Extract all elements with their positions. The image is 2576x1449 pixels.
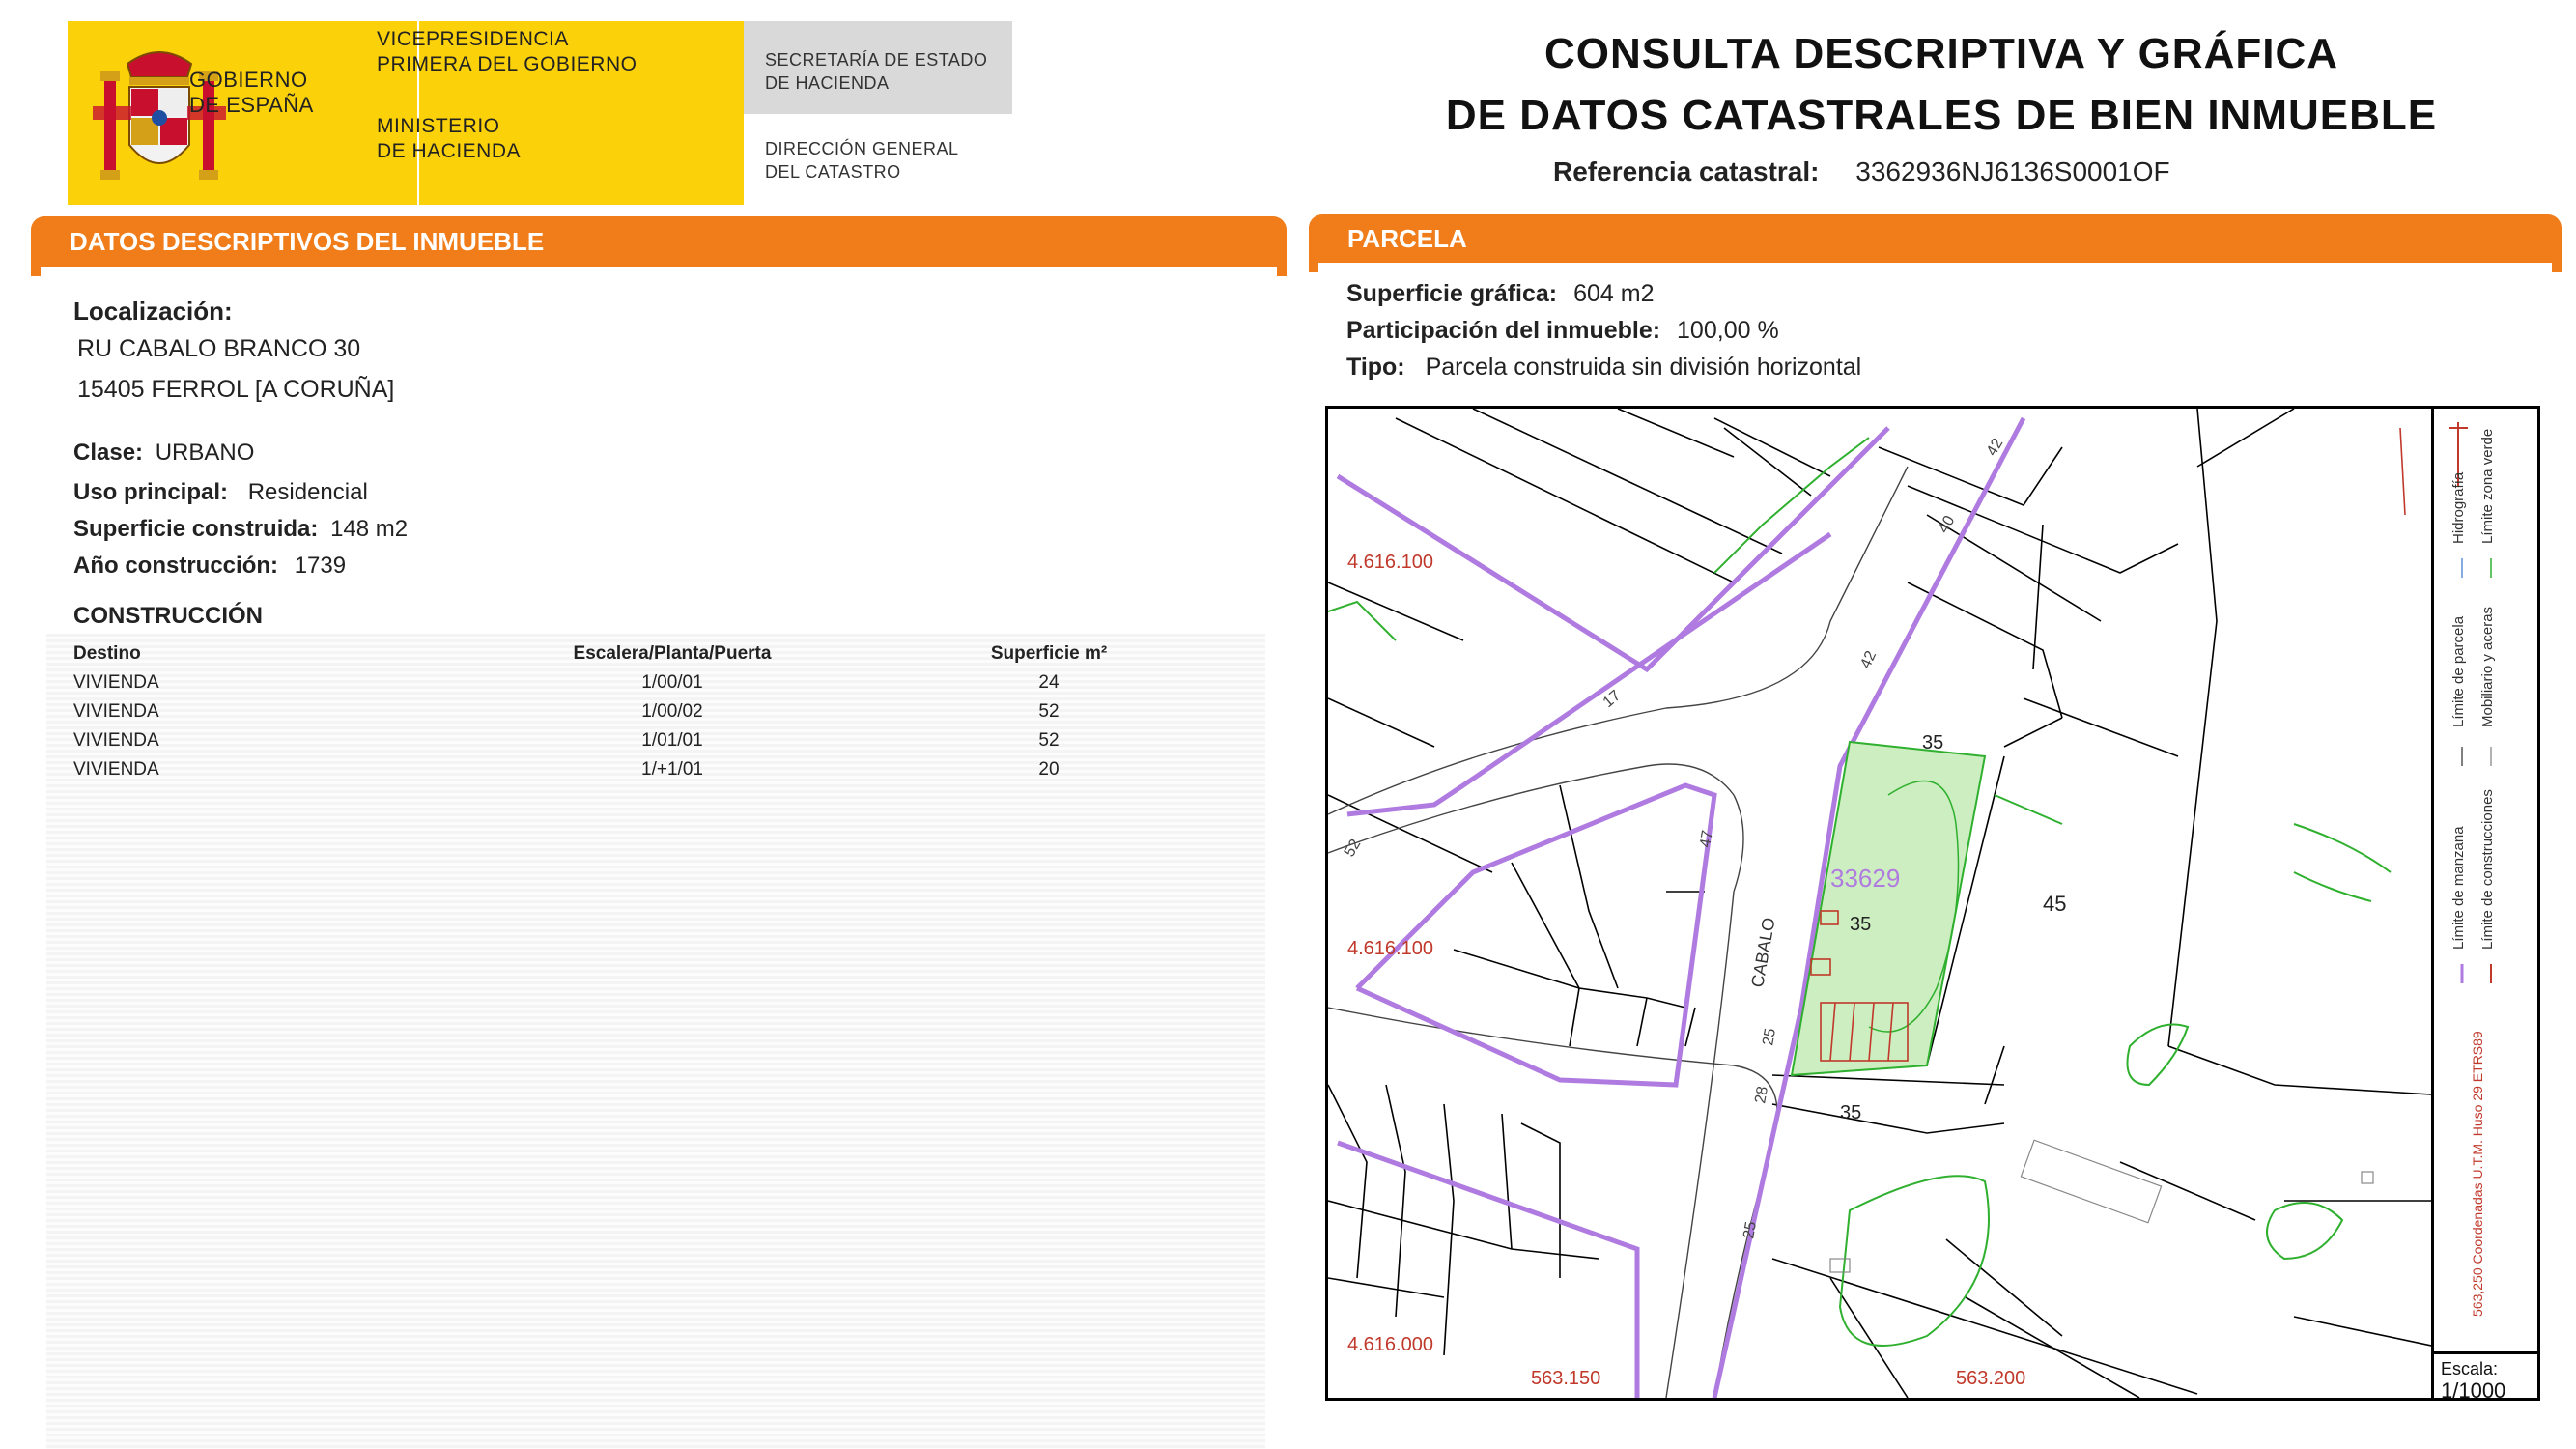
map-number: 52 [1341, 837, 1365, 860]
coord-bottom-label: 4.616.000 [1347, 1334, 1433, 1355]
tipo-value: Parcela construida sin división horizontal [1425, 354, 1862, 381]
legend-limite-manzana: Límite de manzana [2450, 826, 2467, 950]
address-line2: 15405 FERROL [A CORUÑA] [77, 376, 395, 403]
map-number: 17 [1599, 687, 1625, 712]
participacion-row [1346, 317, 1779, 345]
uso-label: Uso principal: [73, 479, 229, 505]
secretaria-line2: DE HACIENDA [765, 73, 890, 93]
anio-label: Año construcción: [73, 553, 279, 579]
ministerio-label [377, 114, 521, 164]
localizacion-label: Localización: [73, 297, 233, 326]
legend-limite-parcela: Límite de parcela [2450, 615, 2467, 727]
superficie-grafica-value: 604 m2 [1573, 280, 1655, 307]
table-row [73, 726, 1232, 755]
tipo-label: Tipo: [1346, 354, 1405, 381]
referencia-label: Referencia catastral: [1553, 156, 1820, 186]
page-title-line1: CONSULTA DESCRIPTIVA Y GRÁFICA [1543, 30, 2339, 77]
superficie-construida-label: Superficie construida: [73, 516, 319, 542]
page-title-line2: DE DATOS CATASTRALES DE BIEN INMUEBLE [1445, 92, 2438, 139]
table-row [73, 697, 1232, 726]
legend-mobiliario: Mobiliario y aceras [2479, 606, 2496, 727]
referencia-catastral [1553, 156, 2170, 187]
map-number: 42 [1857, 648, 1881, 671]
map-number: 28 [1752, 1085, 1772, 1105]
legend-coordenadas: 563,250 Coordenadas U.T.M. Huso 29 ETRS89 [2470, 1031, 2485, 1317]
map-number: 25 [1760, 1027, 1780, 1047]
tipo-row [1346, 354, 1861, 382]
map-number: 42 [1983, 436, 2007, 459]
x-coord-right: 563.200 [1956, 1368, 2026, 1389]
uso-row [73, 479, 368, 506]
table-row [73, 668, 1232, 697]
legend-divider [2431, 409, 2434, 1398]
superficie-construida-value: 148 m2 [330, 516, 409, 542]
superficie-construida-row [73, 516, 408, 543]
construccion-header-row [73, 639, 1232, 668]
participacion-value: 100,00 % [1677, 317, 1779, 344]
section-bar-descriptivos: DATOS DESCRIPTIVOS DEL INMUEBLE [31, 216, 1287, 267]
map-number: 35 [1922, 732, 1944, 753]
map-number: 25 [1741, 1220, 1761, 1240]
cell-escalera: 1/01/01 [641, 730, 703, 751]
construccion-title: CONSTRUCCIÓN [73, 603, 263, 629]
scale-label: Escala: [2441, 1359, 2499, 1378]
gobierno-label [189, 68, 314, 118]
address-line1: RU CABALO BRANCO 30 [77, 335, 361, 362]
misc-shapes [1830, 1140, 2373, 1272]
participacion-label: Participación del inmueble: [1346, 317, 1661, 344]
construccion-table [73, 639, 1232, 784]
cell-superficie: 20 [1038, 759, 1060, 780]
anio-row [73, 553, 346, 580]
vicepresidencia-label [377, 27, 637, 77]
clase-row [73, 440, 254, 467]
gobierno-line2: DE ESPAÑA [189, 93, 314, 117]
cell-superficie: 52 [1038, 701, 1060, 722]
cell-destino: VIVIENDA [73, 730, 159, 751]
clase-value: URBANO [155, 440, 255, 466]
ministerio-line1: MINISTERIO [377, 115, 500, 137]
x-coord-left: 563.150 [1531, 1368, 1601, 1389]
direccion-label [765, 137, 959, 184]
cell-superficie: 24 [1038, 672, 1060, 693]
bar-edge-left [31, 261, 41, 276]
cadastral-map[interactable] [1325, 406, 2540, 1401]
header-superficie: Superficie m² [990, 643, 1108, 664]
anio-value: 1739 [294, 553, 347, 579]
coord-top-label: 4.616.100 [1347, 552, 1433, 573]
map-number: 35 [1850, 914, 1872, 935]
bar-edge-left-end [1277, 261, 1287, 276]
ministerio-line2: DE HACIENDA [377, 140, 522, 162]
section-bar-parcela: PARCELA [1309, 214, 2562, 263]
table-row [73, 755, 1232, 784]
vicepresidencia-line1: VICEPRESIDENCIA [377, 28, 569, 50]
referencia-value: 3362936NJ6136S0001OF [1855, 156, 2170, 186]
bar-edge-right [1309, 257, 1318, 272]
header-destino: Destino [73, 643, 141, 664]
direccion-line2: DEL CATASTRO [765, 162, 901, 182]
map-number: 45 [2043, 892, 2067, 916]
legend-limite-zona-verde: Límite zona verde [2479, 428, 2496, 544]
uso-value: Residencial [247, 479, 368, 505]
cell-destino: VIVIENDA [73, 759, 159, 780]
page-title [1333, 23, 2550, 147]
cell-destino: VIVIENDA [73, 701, 159, 722]
superficie-grafica-row [1346, 280, 1654, 308]
secretaria-line1: SECRETARÍA DE ESTADO [765, 50, 988, 70]
cell-escalera: 1/00/01 [641, 672, 703, 693]
legend-hidrografia: Hidrografía [2450, 471, 2467, 544]
secretaria-label [765, 48, 987, 95]
legend-limite-construcciones: Límite de construcciones [2479, 789, 2496, 950]
bar-edge-right-end [2552, 257, 2562, 272]
map-number: 40 [1935, 513, 1959, 536]
cadastral-map-drawing [1328, 409, 2431, 1398]
cell-superficie: 52 [1038, 730, 1060, 751]
map-number: 47 [1697, 829, 1717, 849]
header-escalera: Escalera/Planta/Puerta [573, 643, 772, 664]
street-label: CABALO [1747, 916, 1779, 989]
clase-label: Clase: [73, 440, 144, 466]
cell-escalera: 1/00/02 [641, 701, 703, 722]
map-number: 35 [1840, 1102, 1862, 1123]
gobierno-line1: GOBIERNO [189, 68, 308, 92]
vicepresidencia-line2: PRIMERA DEL GOBIERNO [377, 53, 637, 75]
cell-escalera: 1/+1/01 [641, 759, 703, 780]
direccion-line1: DIRECCIÓN GENERAL [765, 139, 959, 158]
cell-destino: VIVIENDA [73, 672, 159, 693]
superficie-grafica-label: Superficie gráfica: [1346, 280, 1558, 307]
coord-mid-label: 4.616.100 [1347, 938, 1433, 959]
parcel-id-label: 33629 [1830, 864, 1901, 893]
scale-value: 1/1000 [2441, 1378, 2506, 1401]
